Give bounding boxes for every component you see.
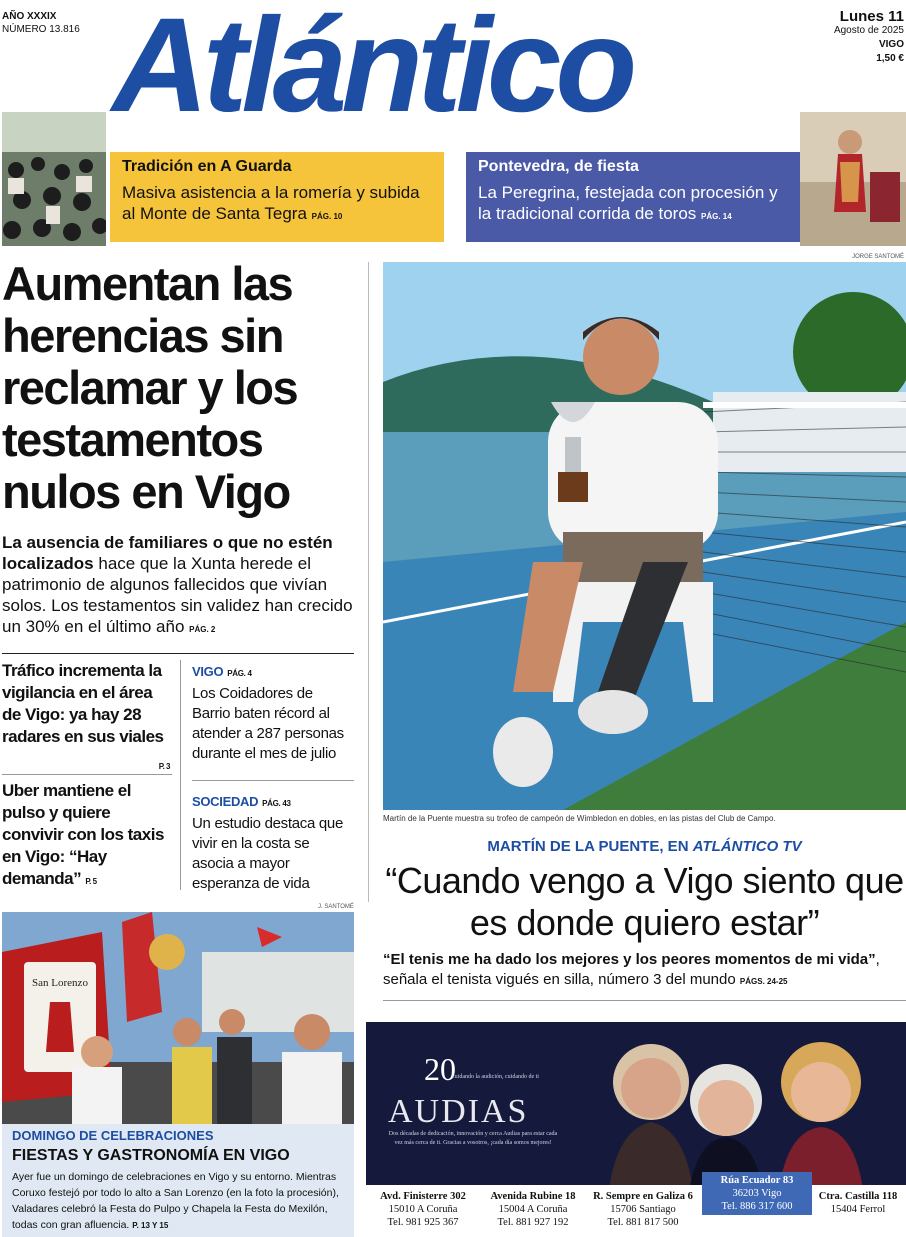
ad-anniversary: 20: [424, 1051, 456, 1087]
newspaper-logo[interactable]: Atlántico: [112, 0, 632, 140]
bullfighter-photo[interactable]: [800, 112, 906, 246]
festival-page-ref: P. 13 Y 15: [132, 1221, 169, 1230]
column-divider: [368, 262, 369, 902]
festival-text: Ayer fue un domingo de celebraciones en Vigo y su entorno. Mientras Coruxo festejó por todo lo alto a San Lorenzo (en la foto la procesión), Valadares celebró la Festa do Pulpo y Chapela la Festa do Mexilón, todas con gran afluencia. P. 13 Y 15: [12, 1171, 339, 1231]
weekday: Lunes 11: [839, 8, 904, 25]
brief-page: PÁG. 43: [262, 799, 291, 808]
interview-deck: “El tenis me ha dado los mejores y los peores momentos de mi vida”, señala el tenista vigués en silla, número 3 del mundo PÁGS. 24-25: [383, 951, 880, 988]
festival-story[interactable]: [2, 1124, 354, 1237]
issue-number: NÚMERO 13.816: [2, 24, 80, 35]
brief-page: P. 3: [158, 762, 170, 771]
romeria-photo[interactable]: [2, 112, 106, 246]
interview-kicker: MARTÍN DE LA PUENTE, EN ATLÁNTICO TV: [487, 838, 802, 855]
brief-coidadores[interactable]: [192, 662, 354, 764]
divider: [2, 774, 172, 775]
issue-info: [2, 10, 80, 36]
festival-photo-credit: J. SANTOMÉ: [318, 904, 354, 910]
teaser-page: PÁG. 10: [311, 212, 343, 221]
brief-text: Un estudio destaca que vivir en la costa se asocia a mayor esperanza de vida: [192, 815, 344, 892]
main-headline[interactable]: Aumentan las herencias sin reclamar y los testamentos nulos en Vigo: [2, 257, 298, 518]
ad-body: Dos décadas de dedicación, innovación y cerca Audias para estar cada vez más cerca de ti. Gracias a vosotros, ¡cada día somos mejores!: [388, 1131, 558, 1146]
ad-address: Avd. Finisterre 302 15010 A Coruña Tel. 981 925 367: [380, 1191, 466, 1228]
brief-uber[interactable]: [2, 780, 170, 893]
brief-headline: Uber mantiene el pulso y quiere convivir con los taxis en Vigo: “Hay demanda”: [2, 781, 164, 888]
date: Agosto de 2025: [833, 25, 904, 36]
teaser-text: Masiva asistencia a la romería y subida al Monte de Santa Tegra PÁG. 10: [122, 183, 420, 223]
procession-photo[interactable]: [2, 912, 354, 1124]
brief-costa[interactable]: [192, 792, 354, 894]
teaser-kicker: Pontevedra, de fiesta: [478, 158, 639, 175]
teaser-pontevedra[interactable]: [466, 152, 800, 242]
tennis-player-photo[interactable]: [383, 262, 906, 810]
main-page-ref: PÁG. 2: [189, 625, 216, 634]
ad-tagline: cuidando la audición, cuidando de ti: [452, 1074, 539, 1080]
interview-quote: “El tenis me ha dado los mejores y los peores momentos de mi vida”: [383, 951, 876, 968]
edition-city: VIGO: [878, 39, 904, 50]
divider: [383, 1000, 906, 1001]
issue-year: AÑO XXXIX: [2, 11, 57, 22]
brief-headline: Tráfico incrementa la vigilancia en el área de Vigo: ya hay 28 radares en sus viales: [2, 661, 164, 746]
ad-brand: AUDIAS: [388, 1093, 529, 1130]
divider: [2, 653, 354, 654]
lead-photo-caption: Martín de la Puente muestra su trofeo de campeón de Wimbledon en dobles, en las pistas del Club de Campo.: [383, 814, 776, 823]
brief-section: VIGO: [192, 664, 224, 679]
divider-vertical: [180, 660, 181, 890]
teaser-page: PÁG. 14: [701, 212, 732, 221]
interview-page-ref: PÁGS. 24-25: [739, 977, 788, 986]
brief-section: SOCIEDAD: [192, 794, 259, 809]
main-deck-lead: La ausencia de familiares o que no estén localizados: [2, 533, 333, 573]
ad-address: Avenida Rubine 18 15004 A Coruña Tel. 881 927 192: [490, 1191, 576, 1228]
ad-address-highlight: Rúa Ecuador 83 36203 Vigo Tel. 886 317 600: [702, 1172, 812, 1215]
brief-radares[interactable]: [2, 660, 170, 778]
main-deck: [2, 532, 362, 640]
festival-kicker: DOMINGO DE CELEBRACIONES: [12, 1128, 214, 1143]
teaser-text: La Peregrina, festejada con procesión y la tradicional corrida de toros PÁG. 14: [478, 183, 778, 223]
ad-address: R. Sempre en Galiza 6 15706 Santiago Tel. 881 817 500: [593, 1191, 693, 1228]
brief-page: PÁG. 4: [227, 669, 252, 678]
ad-address: Ctra. Castilla 118 15404 Ferrol: [818, 1191, 898, 1215]
lead-photo-credit: JORGE SANTOMÉ: [852, 254, 904, 260]
brief-page: P. 5: [85, 877, 97, 886]
festival-headline: FIESTAS Y GASTRONOMÍA EN VIGO: [12, 1147, 290, 1164]
teaser-a-guarda[interactable]: [110, 152, 444, 242]
interview-headline[interactable]: “Cuando vengo a Vigo siento que es donde quiero estar”: [385, 860, 904, 943]
teaser-kicker: Tradición en A Guarda: [122, 158, 292, 175]
banner-text: San Lorenzo: [32, 977, 88, 989]
main-deck-text: hace que la Xunta herede el patrimonio de algunos fallecidos que vivían solos. Los testamentos sin validez han crecido un 30% en el último año: [2, 554, 353, 636]
brief-text: Los Coidadores de Barrio baten récord al atender a 287 personas durante el mes de julio: [192, 685, 344, 762]
divider: [192, 780, 354, 781]
date-info: [834, 10, 904, 66]
price: 1,50 €: [876, 53, 904, 64]
